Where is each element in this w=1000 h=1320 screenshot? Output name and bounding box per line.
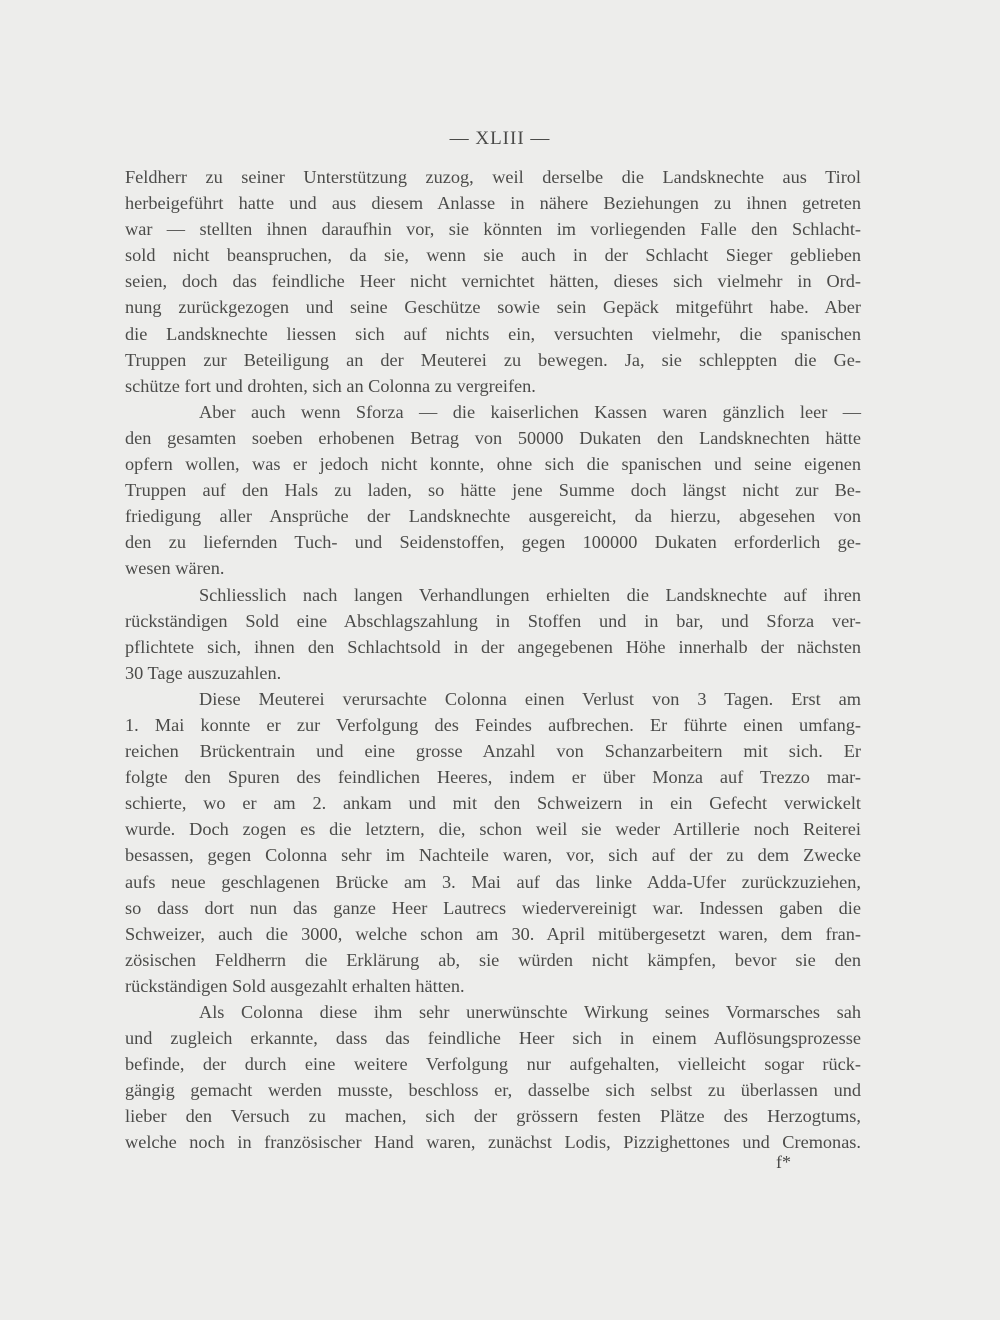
text-line: rückständigen Sold eine Abschlagszahlung in Stoffen und in bar, und Sforza ver- xyxy=(125,610,861,631)
paragraph xyxy=(125,582,861,686)
text-line: und zugleich erkannte, dass das feindliche Heer sich in einem Auflösungsprozesse xyxy=(125,1028,861,1049)
text-line: herbeigeführt hatte und aus diesem Anlasse in nähere Beziehungen zu ihnen getreten xyxy=(125,193,861,214)
body-text xyxy=(125,164,861,1156)
text-line: besassen, gegen Colonna sehr im Nachteile waren, vor, sich auf der zu dem Zwecke xyxy=(125,845,861,866)
text-line: folgte den Spuren des feindlichen Heeres, indem er über Monza auf Trezzo mar- xyxy=(125,767,861,788)
page-header: — XLIII — xyxy=(449,128,551,149)
paragraph xyxy=(125,399,861,582)
text-line: friedigung aller Ansprüche der Landsknechte ausgereicht, da hierzu, abgesehen von xyxy=(125,506,861,527)
text-line: Als Colonna diese ihm sehr unerwünschte Wirkung seines Vormarsches sah xyxy=(199,1002,861,1022)
text-line: welche noch in französischer Hand waren, zunächst Lodis, Pizzighettones und Cremonas. xyxy=(125,1132,861,1153)
text-line: schütze fort und drohten, sich an Colonna zu vergreifen. xyxy=(125,375,536,396)
text-line: 1. Mai konnte er zur Verfolgung des Feindes aufbrechen. Er führte einen umfang- xyxy=(125,714,861,735)
text-line: gängig gemacht werden musste, beschloss er, dasselbe sich selbst zu überlassen und xyxy=(125,1080,861,1101)
text-line: reichen Brückentrain und eine grosse Anzahl von Schanzarbeitern mit sich. Er xyxy=(125,741,861,762)
text-line: lieber den Versuch zu machen, sich der grössern festen Plätze des Herzogtums, xyxy=(125,1106,861,1127)
text-line: seien, doch das feindliche Heer nicht vernichtet hätten, dieses sich vielmehr in Ord- xyxy=(125,271,861,292)
text-line: wesen wären. xyxy=(125,558,225,579)
text-line: opfern wollen, was er jedoch nicht konnte, ohne sich die spanischen und seine eigenen xyxy=(125,454,861,475)
text-line: wurde. Doch zogen es die letztern, die, schon weil sie weder Artillerie noch Reiterei xyxy=(125,819,861,840)
text-line: zösischen Feldherrn die Erklärung ab, sie würden nicht kämpfen, bevor sie den xyxy=(125,949,861,970)
text-line: Schliesslich nach langen Verhandlungen erhielten die Landsknechte auf ihren xyxy=(199,584,861,605)
text-line: Truppen zur Beteiligung an der Meuterei zu bewegen. Ja, sie schleppten die Ge- xyxy=(125,349,861,370)
text-line: sold nicht beanspruchen, da sie, wenn sie auch in der Schlacht Sieger geblieben xyxy=(125,245,861,266)
text-line: 30 Tage auszuzahlen. xyxy=(125,662,282,683)
text-line: pflichtete sich, ihnen den Schlachtsold in der angegebenen Höhe innerhalb der nächsten xyxy=(125,636,861,657)
paragraph xyxy=(125,999,861,1156)
text-line: Truppen auf den Hals zu laden, so hätte jene Summe doch längst nicht zur Be- xyxy=(125,480,861,501)
text-line: rückständigen Sold ausgezahlt erhalten hätten. xyxy=(125,975,465,996)
signature-mark: f* xyxy=(776,1152,791,1172)
text-line: Diese Meuterei verursachte Colonna einen Verlust von 3 Tagen. Erst am xyxy=(199,688,861,709)
text-line: aufs neue geschlagenen Brücke am 3. Mai auf das linke Adda-Ufer zurückzuziehen, xyxy=(125,871,861,892)
text-line: Schweizer, auch die 3000, welche schon am 30. April mitübergesetzt waren, dem fran- xyxy=(125,923,861,944)
text-line: die Landsknechte liessen sich auf nichts ein, versuchten vielmehr, die spanischen xyxy=(125,323,861,344)
text-line: den gesamten soeben erhobenen Betrag von 50000 Dukaten den Landsknechten hätte xyxy=(125,427,861,448)
paragraph xyxy=(125,164,861,399)
text-line: schierte, wo er am 2. ankam und mit den Schweizern in ein Gefecht verwickelt xyxy=(125,793,861,814)
text-line: Feldherr zu seiner Unterstützung zuzog, weil derselbe die Landsknechte aus Tirol xyxy=(125,167,861,187)
text-line: den zu liefernden Tuch- und Seidenstoffen, gegen 100000 Dukaten erforderlich ge- xyxy=(125,532,861,553)
text-line: befinde, der durch eine weitere Verfolgung nur aufgehalten, vielleicht sogar rück- xyxy=(125,1054,861,1075)
paragraph xyxy=(125,686,861,999)
text-line: Aber auch wenn Sforza — die kaiserlichen Kassen waren gänzlich leer — xyxy=(199,401,861,422)
text-line: so dass dort nun das ganze Heer Lautrecs wiedervereinigt war. Indessen gaben die xyxy=(125,897,861,918)
text-line: nung zurückgezogen und seine Geschütze sowie sein Gepäck mitgeführt habe. Aber xyxy=(125,297,861,318)
text-line: war — stellten ihnen daraufhin vor, sie könnten im vorliegenden Falle den Schlacht- xyxy=(125,219,861,240)
